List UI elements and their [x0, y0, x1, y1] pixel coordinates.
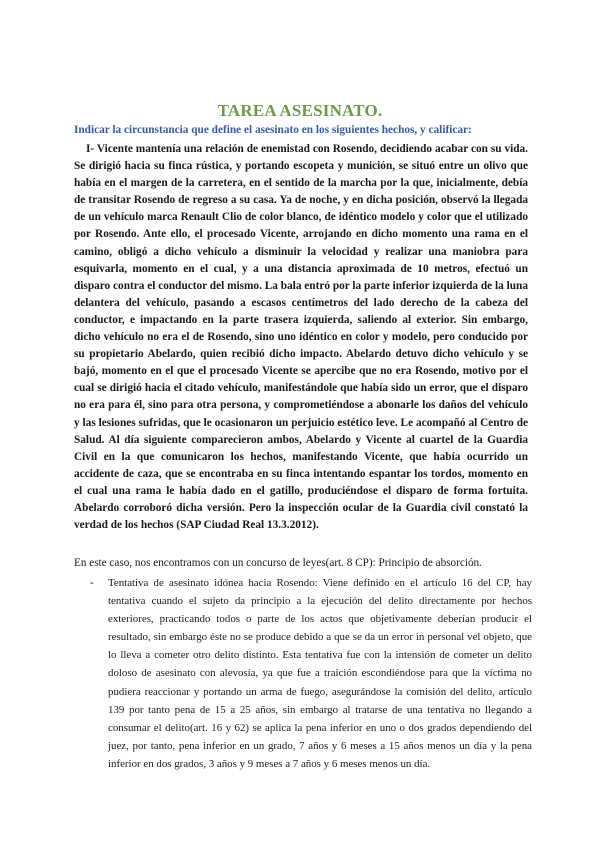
document-title: TAREA ASESINATO.	[217, 101, 383, 120]
case-facts-paragraph: I- Vicente mantenía una relación de enemistad con Rosendo, decidiendo acabar con su vida. Se dirigió hacia su finca rústica, y portando escopeta y munición, se situó entre un olivo que había en el margen de la carretera, en el sentido de la marcha por la que, inicialmente, debía de transitar Rosendo de regreso a su casa. Ya de noche, y en dicha posición, observó la llegada de un vehículo marca Renault Clio de color blanco, de idéntico modelo y color que el utilizado por Rosendo. Ante ello, el procesado Vicente, arrojando en dicho momento una rama en el camino, obligó a dicho vehículo a disminuir la velocidad y realizar una maniobra para esquivarla, momento en el cual, y a una distancia aproximada de 10 metros, efectuó un disparo contra el conductor del mismo. La bala entró por la parte inferior izquierda de la luna delantera del vehículo, pasando a escasos centímetros del lado derecho de la cabeza del conductor, e impactando en la parte trasera izquierda, saliendo al exterior. Sin embargo, dicho vehículo no era el de Rosendo, sino uno idéntico en color y modelo, pero conducido por su propietario Abelardo, quien recibió dicho impacto. Abelardo detuvo dicho vehículo y se bajó, momento en el que el procesado Vicente se apercibe que no era Rosendo, motivo por el cual se dirigió hacia el citado vehículo, manifestándole que había sido un error, que el disparo no era para él, sino para otra persona, y comprometiéndose a abonarle los daños del vehículo y las lesiones sufridas, que le ocasionaron un perjuicio estético leve. Le acompañó al Centro de Salud. Al día siguiente comparecieron ambos, Abelardo y Vicente al cuartel de la Guardia Civil en la que comunicaron los hechos, manifestando Vicente, que había ocurrido un accidente de caza, que se encontraba en su finca intentando espantar los tordos, momento en el cual una rama le había dado en el gatillo, produciéndose el disparo de forma fortuita. Abelardo corroboró dicha versión. Pero la inspección ocular de la Guardia civil constató la verdad de los hechos (SAP Ciudad Real 13.3.2012).	[74, 143, 528, 532]
bullet-marker: -	[90, 577, 94, 589]
instruction-heading: Indicar la circunstancia que define el asesinato en los siguientes hechos, y calificar:	[74, 124, 472, 136]
bullet-text: Tentativa de asesinato idónea hacia Rosendo: Viene definido en el artículo 16 del CP, hay tentativa cuando el sujeto da principio a la ejecución del delito directamente por hechos exteriores, practicando todos o parte de los actos que objetivamente deberían producir el resultado, sin embargo éste no se produce debido a que se da un error in personal vel objeto, que lo lleva a cometer otro delito distinto. Esta tentativa fue con la intensión de cometer un delito doloso de asesinato con alevosía, ya que fue a traición escondiéndose para que la víctima no pudiera reaccionar y portando un arma de fuego, asegurándose la comisión del delito, artículo 139 por tanto pena de 15 a 25 años, sin embargo al tratarse de una tentativa no llegando a consumar el delito(art. 16 y 62) se aplica la pena inferior en uno o dos grados dependiendo del juez, por tanto, pena inferior en un grado, 7 años y 6 meses a 15 años menos un día y la pena inferior en dos grados, 3 años y 9 meses a 7 años y 6 meses menos un día.	[108, 577, 532, 770]
analysis-intro: En este caso, nos encontramos con un concurso de leyes(art. 8 CP): Principio de absorción.	[74, 557, 482, 569]
